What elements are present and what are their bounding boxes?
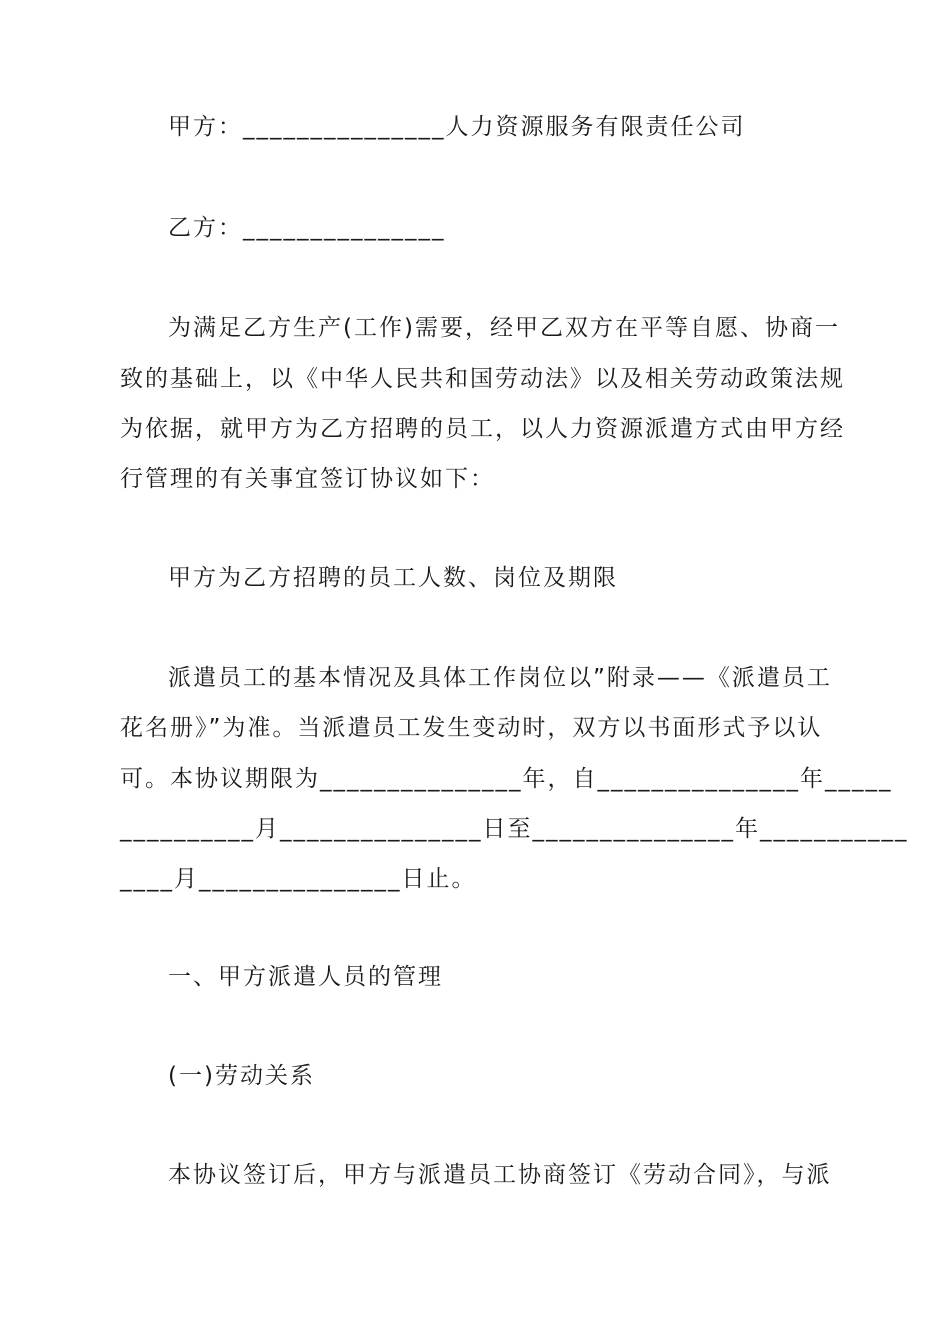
party-a-line: 甲方：_______________人力资源服务有限责任公司 [168, 114, 746, 140]
dispatch-paragraph-line-4: __________月_______________日至_______________年___________ [120, 816, 909, 842]
intro-paragraph-line-3: 为依据，就甲方为乙方招聘的员工，以人力资源派遣方式由甲方经 [120, 416, 845, 442]
dispatch-paragraph-line-5: ____月_______________日止。 [120, 866, 477, 892]
dispatch-paragraph-line-1: 派遣员工的基本情况及具体工作岗位以”附录——《派遣员工 [168, 665, 832, 691]
chapter-one-heading: 一、甲方派遣人员的管理 [168, 964, 443, 990]
closing-paragraph-line-1: 本协议签订后，甲方与派遣员工协商签订《劳动合同》，与派 [168, 1162, 832, 1188]
dispatch-paragraph-line-2: 花名册》”为准。当派遣员工发生变动时，双方以书面形式予以认 [120, 715, 823, 741]
intro-paragraph-line-4: 行管理的有关事宜签订协议如下： [120, 466, 495, 492]
intro-paragraph-line-2: 致的基础上，以《中华人民共和国劳动法》以及相关劳动政策法规 [120, 366, 845, 392]
dispatch-paragraph-line-3: 可。本协议期限为_______________年，自_______________年_____ [120, 766, 893, 792]
intro-paragraph-line-1: 为满足乙方生产(工作)需要，经甲乙双方在平等自愿、协商一 [168, 315, 840, 341]
party-b-line: 乙方：_______________ [168, 215, 446, 241]
section-heading: 甲方为乙方招聘的员工人数、岗位及期限 [168, 565, 618, 591]
subsection-one-heading: (一)劳动关系 [168, 1063, 315, 1089]
